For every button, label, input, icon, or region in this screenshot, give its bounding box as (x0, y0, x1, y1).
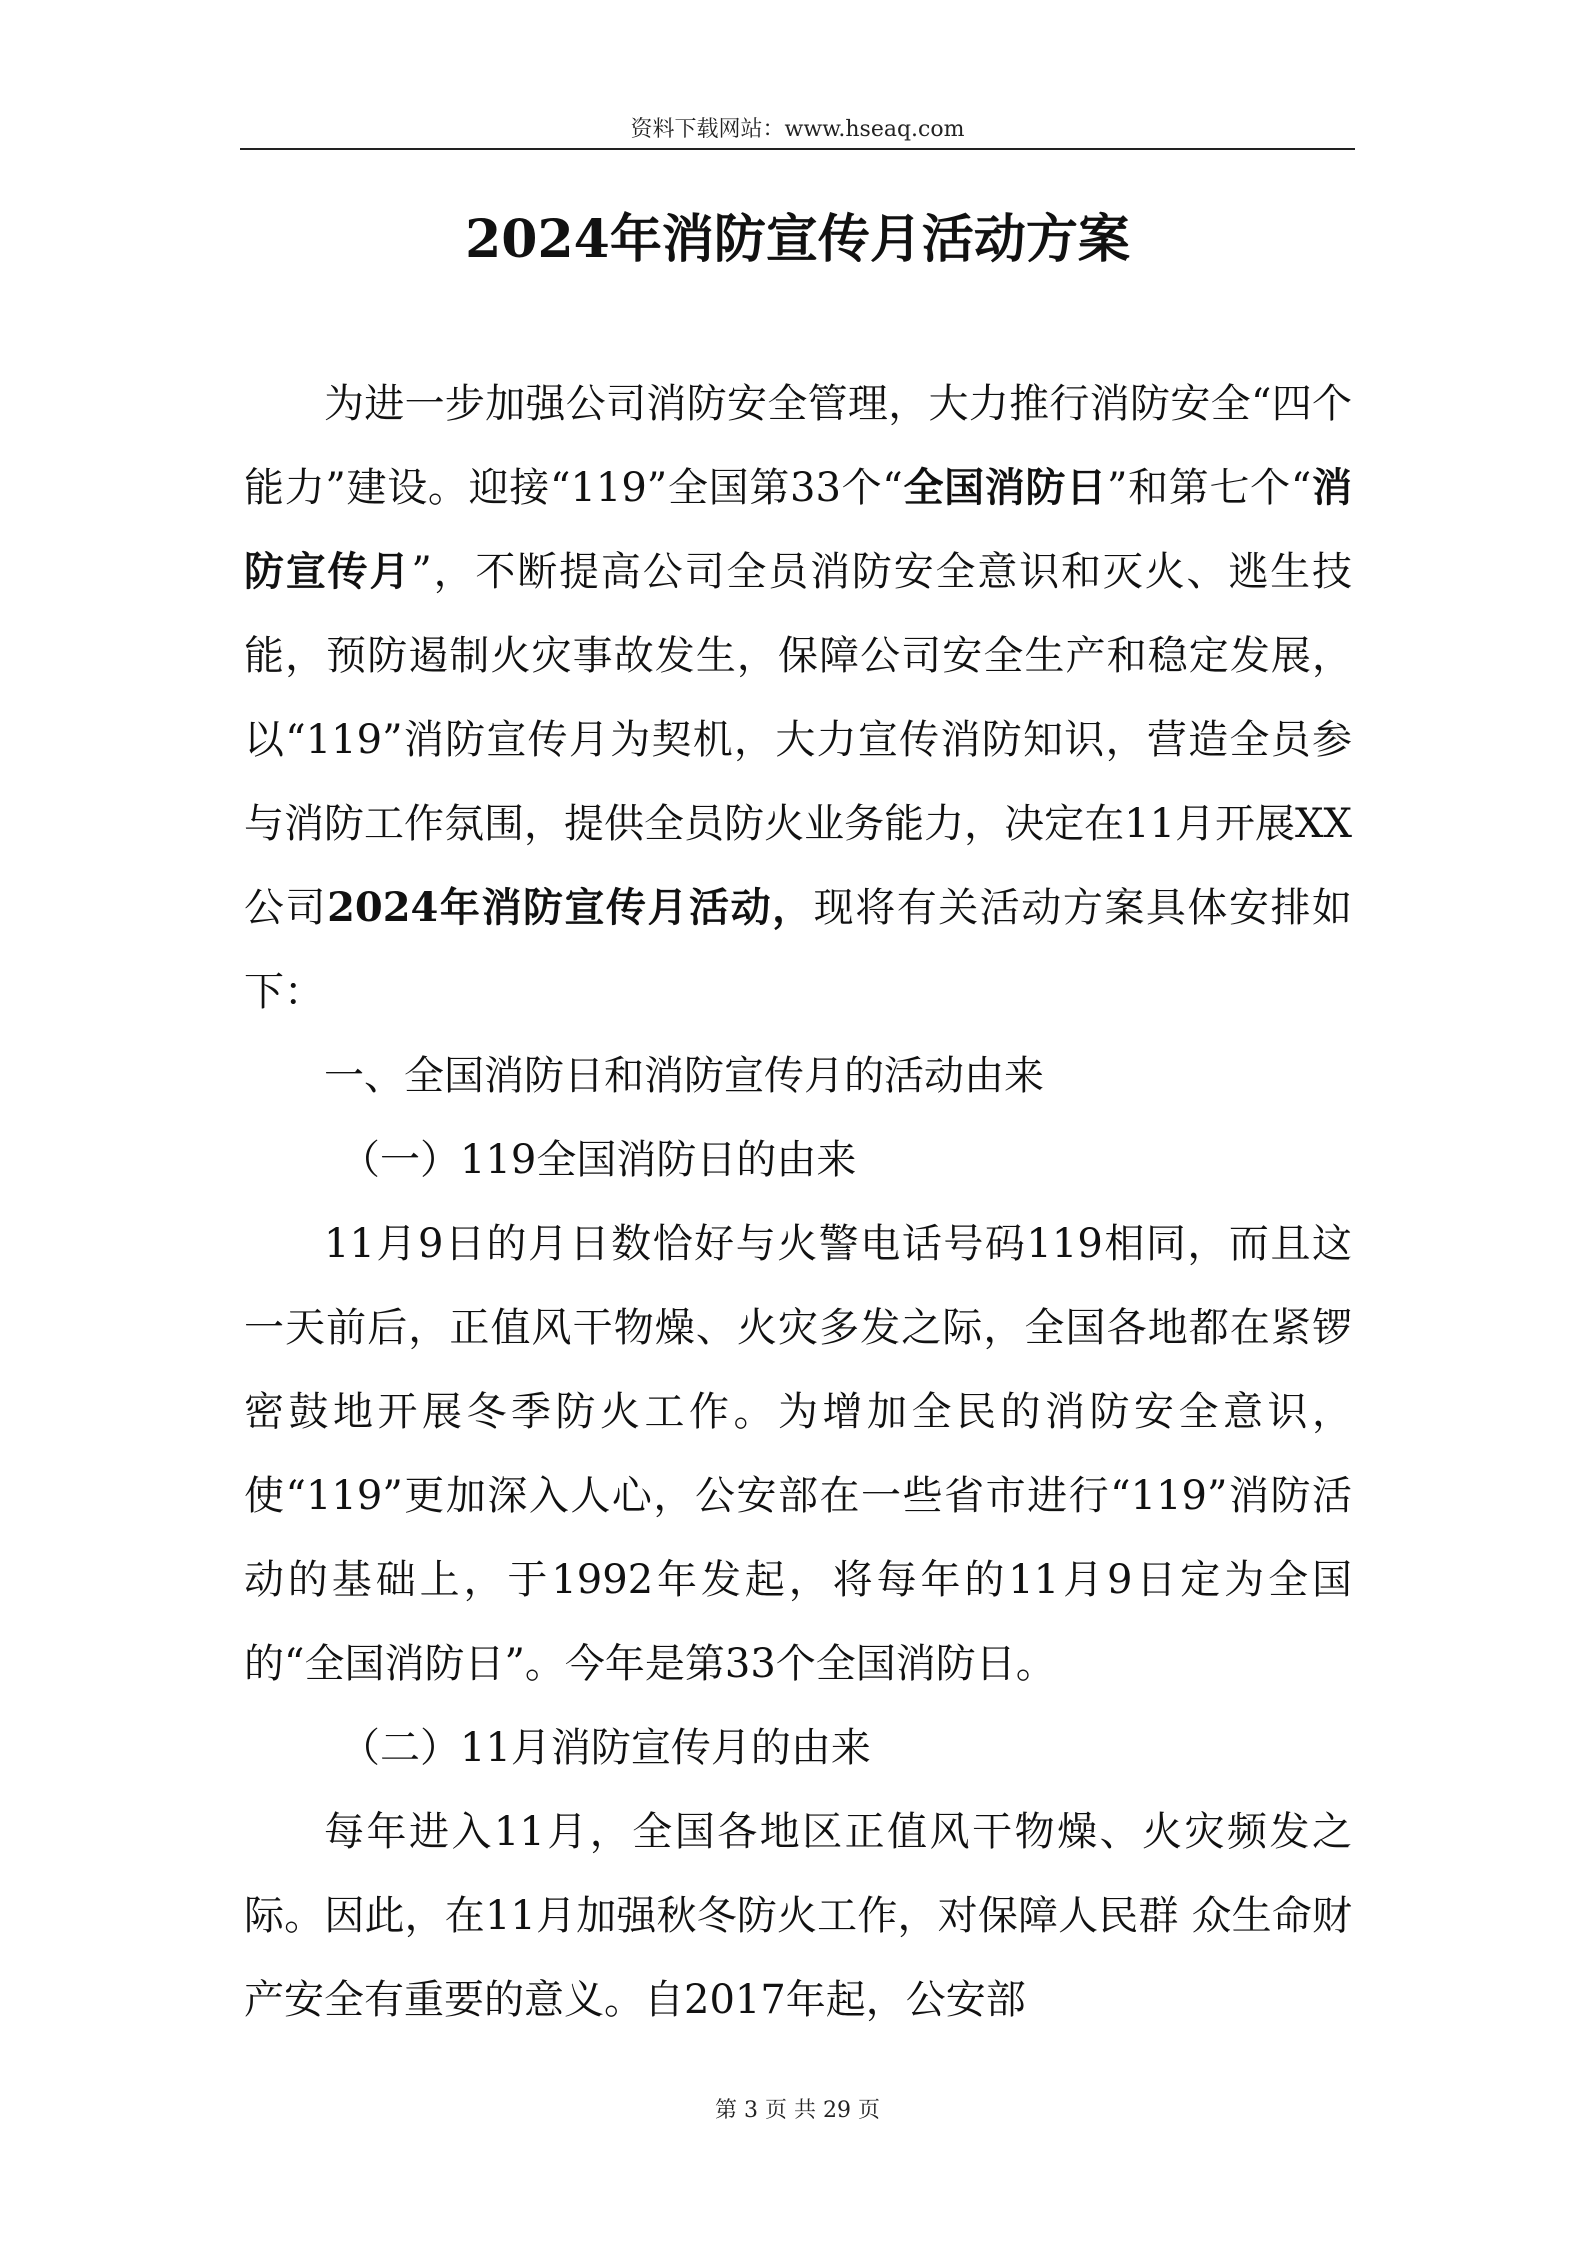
page-header (240, 110, 1355, 150)
document-body (244, 362, 1352, 2042)
intro-text-2: ”和第七个“ (1106, 465, 1312, 511)
subsection-2-heading: （二）11月消防宣传月的由来 (340, 1725, 871, 1771)
intro-text-3: ”，不断提高公司全员消防安全意识和灭火、逃生技能，预防遏制火灾事故发生，保障公司安全生产和稳定发展，以“119”消防宣传月为契机，大力宣传消防知识，营造全员参与消防工作氛围，提供全员防火业务能力，决定在11月开展XX公司 (244, 549, 1353, 931)
section-1-heading: 一、全国消防日和消防宣传月的活动由来 (324, 1053, 1044, 1099)
intro-text-1: 为进一步加强公司消防安全管理，大力推行消防安全“四个能力”建设。迎接“119”全国第33个“ (244, 381, 1352, 511)
subsection-2-paragraph: 每年进入11月，全国各地区正值风干物燥、火灾频发之际。因此，在11月加强秋冬防火工作，对保障人民群 众生命财产安全有重要的意义。自2017年起，公安部 (244, 1809, 1352, 2023)
subsection-1-heading: （一）119全国消防日的由来 (340, 1137, 857, 1183)
page-number: 第 3 页 共 29 页 (715, 2098, 880, 2123)
page-footer (240, 2096, 1355, 2126)
intro-bold-activity: 2024年消防宣传月活动， (327, 884, 814, 931)
document-title: 2024年消防宣传月活动方案 (465, 209, 1130, 270)
intro-bold-national-fire-day: 全国消防日 (902, 464, 1107, 511)
intro-paragraph (244, 362, 1352, 1034)
intro-text-4: 现将有关活动方案具体安排如下： (244, 885, 1353, 1015)
header-text: 资料下载网站：www.hseaq.com (630, 117, 965, 142)
header-divider (240, 148, 1355, 150)
subsection-1-paragraph: 11月9日的月日数恰好与火警电话号码119相同，而且这一天前后，正值风干物燥、火灾多发之际，全国各地都在紧锣密鼓地开展冬季防火工作。为增加全民的消防安全意识，使“119”更加深入人心，公安部在一些省市进行“119”消防活动的基础上，于1992年发起，将每年的11月9日定为全国的“全国消防日”。今年是第33个全国消防日。 (244, 1221, 1352, 1687)
intro-bold-fire-month: 消防宣传月 (244, 464, 1353, 595)
